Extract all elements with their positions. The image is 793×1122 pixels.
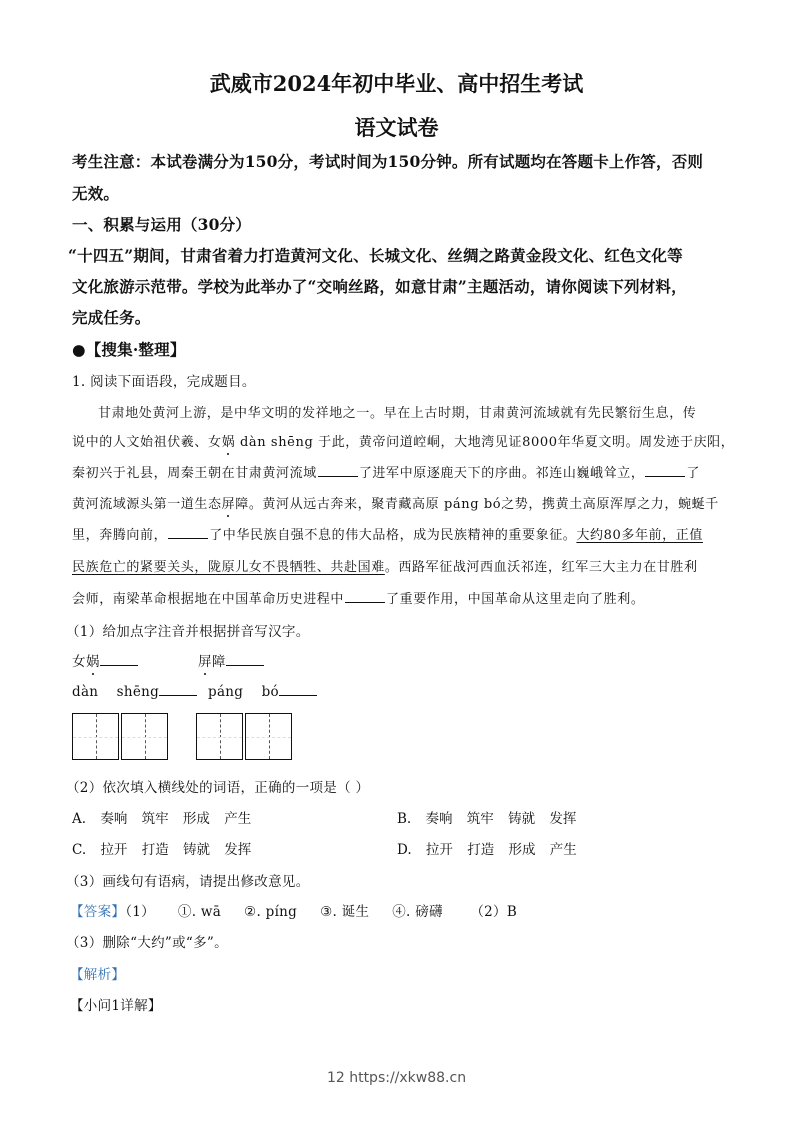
underlined-sentence: 民族危亡的紧要关头，陇原儿女不畏牺牲、共赴国难 <box>72 560 385 575</box>
exam-title: 武威市2024年初中毕业、高中招生考试 <box>209 71 584 96</box>
writing-grid-1 <box>72 713 170 760</box>
option-b[interactable]: B. 奏响 筑牢 铸就 发挥 <box>397 811 577 827</box>
passage-line-3 <box>72 462 700 481</box>
passage-text: 秦初兴于礼县，周秦王朝在甘肃黄河流域 <box>72 466 317 481</box>
writing-cell[interactable] <box>196 713 243 760</box>
item-text: 障 <box>211 654 226 670</box>
passage-text: 说中的人文始祖伏羲、女 <box>72 435 222 450</box>
sub-question-2-prompt: （2）依次填入横线处的词语，正确的一项是（ ） <box>66 780 370 796</box>
analysis-detail-heading: 【小问1详解】 <box>70 998 162 1014</box>
answer-line-1 <box>70 900 517 920</box>
passage-line-1: 甘肃地处黄河上游，是中华文明的发祥地之一。早在上古时期，甘肃黄河流域就有先民繁衍生息，传 <box>98 406 697 421</box>
passage-text: 了重要作用，中国革命从这里走向了胜利。 <box>386 592 645 607</box>
analysis-tag: 【解析】 <box>70 967 126 983</box>
section-heading: 一、积累与运用（30分） <box>72 215 251 234</box>
pinyin-item-4 <box>208 683 317 700</box>
passage-line-7 <box>72 588 644 607</box>
notice-line-1: 考生注意：本试卷满分为150分，考试时间为150分钟。所有试题均在答题卡上作答，否则 <box>72 152 704 171</box>
passage-text: 会师，南梁革命根据地在中国革命历史进程中 <box>72 592 345 607</box>
underlined-sentence: 大约80多年前，正值 <box>576 528 703 543</box>
intro-line-1: “十四五”期间，甘肃省着力打造黄河文化、长城文化、丝绸之路黄金段文化、红色文化等 <box>68 246 683 265</box>
answer-blank[interactable] <box>226 653 264 666</box>
answer-blank[interactable] <box>100 653 138 666</box>
sub-question-1-prompt: （1）给加点字注音并根据拼音写汉字。 <box>66 624 310 640</box>
passage-text: 里，奔腾向前， <box>72 528 168 543</box>
option-a[interactable]: A. 奏响 筑牢 形成 产生 <box>72 811 252 827</box>
pinyin-item-3 <box>72 683 197 700</box>
intro-line-2: 文化旅游示范带。学校为此举办了“交响丝路，如意甘肃”主题活动，请你阅读下列材料， <box>72 277 687 296</box>
option-c[interactable]: C. 拉开 打造 铸就 发挥 <box>72 842 252 858</box>
answer-text: （1） ①. wā ②. píng ③. 诞生 ④. 磅礴 （2）B <box>125 904 518 920</box>
dotted-char: 娲 <box>221 435 236 450</box>
passage-text: 。西路军征战河西血沃祁连，红军三大主力在甘胜利 <box>384 560 698 575</box>
fill-blank-3[interactable] <box>168 526 208 539</box>
page-footer: 12 https://xkw88.cn <box>326 1070 467 1086</box>
answer-blank[interactable] <box>279 683 317 696</box>
passage-line-5 <box>72 524 703 543</box>
fill-blank-4[interactable] <box>345 590 385 603</box>
fill-blank-1[interactable] <box>318 464 358 477</box>
passage-text: 了中华民族自强不息的伟大品格，成为民族精神的重要象征。 <box>209 528 577 543</box>
question-1-prompt: 1. 阅读下面语段，完成题目。 <box>72 374 256 390</box>
writing-grid-2 <box>196 713 294 760</box>
pinyin-text: páng bó <box>208 684 279 700</box>
passage-line-2 <box>72 431 734 450</box>
passage-text: 了进军中原逐鹿天下的序曲。祁连山巍峨耸立， <box>358 466 645 481</box>
dotted-char: 娲 <box>85 654 100 670</box>
answer-tag: 【答案】 <box>70 904 126 920</box>
fill-blank-2[interactable] <box>645 464 685 477</box>
pinyin-item-1 <box>72 650 138 670</box>
passage-text: 障。黄河从远古奔来，聚青藏高原 páng bó之势，携黄土高原浑厚之力，蜿蜒千 <box>235 497 719 512</box>
intro-line-3: 完成任务。 <box>72 308 151 327</box>
answer-blank[interactable] <box>159 683 197 696</box>
sub-question-3-prompt: （3）画线句有语病，请提出修改意见。 <box>66 874 310 890</box>
passage-text: 了 <box>686 466 701 481</box>
item-text: 女 <box>72 654 86 670</box>
pinyin-item-2 <box>198 650 264 670</box>
dotted-char: 屏 <box>198 654 212 670</box>
writing-cell[interactable] <box>121 713 168 760</box>
answer-line-2: （3）删除“大约”或“多”。 <box>66 935 228 951</box>
subsection-heading: ●【搜集·整理】 <box>72 340 186 359</box>
writing-cell[interactable] <box>245 713 292 760</box>
pinyin-text: dàn shēng <box>72 684 160 700</box>
passage-line-6 <box>72 556 698 575</box>
passage-text: 黄河流域源头第一道生态 <box>72 497 222 512</box>
writing-cell[interactable] <box>72 713 119 760</box>
dotted-char: 屏 <box>221 497 236 512</box>
passage-line-4 <box>72 493 719 512</box>
option-d[interactable]: D. 拉开 打造 形成 产生 <box>397 842 577 858</box>
exam-subtitle: 语文试卷 <box>354 115 439 140</box>
passage-text: dàn shēng 于此，黄帝问道崆峒，大地湾见证8000年华夏文明。周发迹于庆阳， <box>235 435 735 450</box>
notice-line-2: 无效。 <box>72 184 120 203</box>
